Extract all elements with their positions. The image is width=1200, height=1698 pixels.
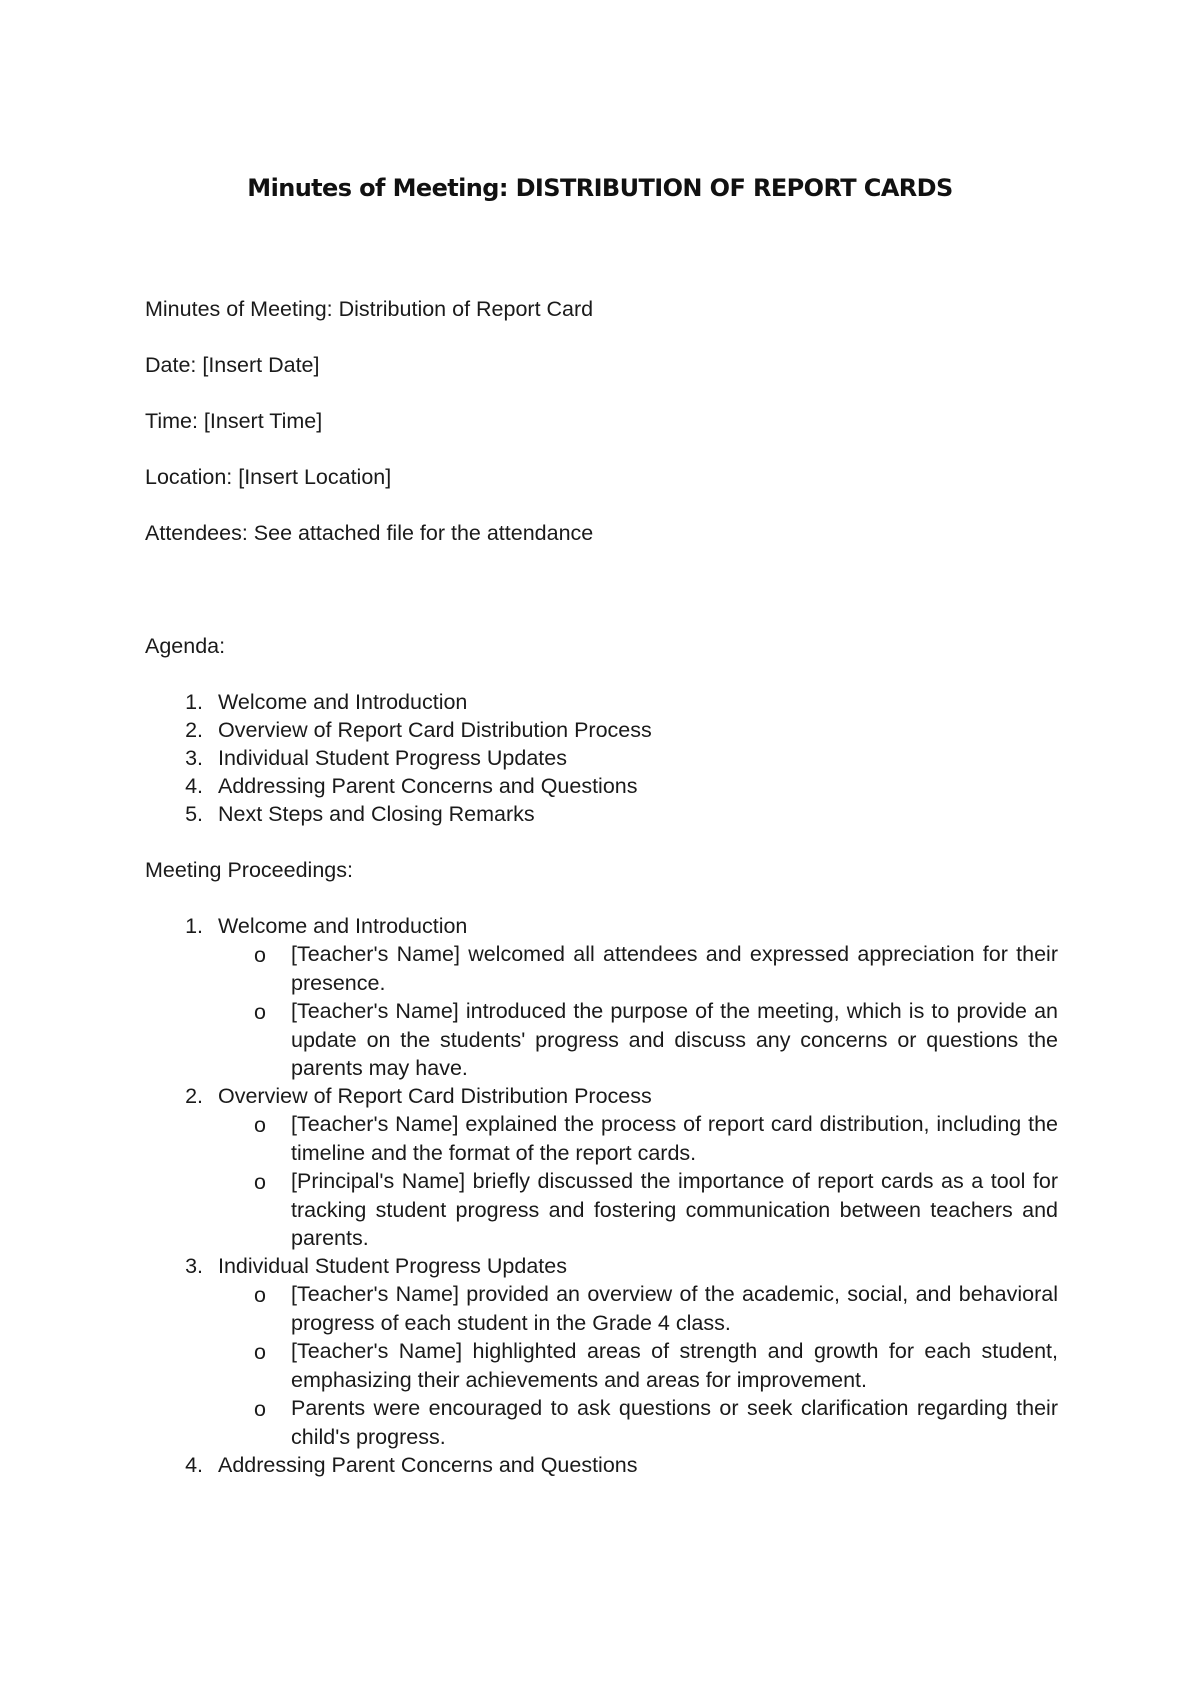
meeting-location: Location: [Insert Location] (145, 465, 392, 489)
agenda-item: Individual Student Progress Updates (218, 746, 567, 770)
proceeding-point: [Teacher's Name] introduced the purpose of the meeting, which is to provide an update on the students' progress and discuss any concerns or questions the parents may have. (291, 999, 1058, 1080)
meeting-attendees: Attendees: See attached file for the attendance (145, 521, 594, 545)
proceeding-number: 1. (185, 914, 203, 938)
proceeding-title: Addressing Parent Concerns and Questions (218, 1453, 638, 1477)
proceeding-title: Overview of Report Card Distribution Process (218, 1084, 652, 1108)
agenda-item: Next Steps and Closing Remarks (218, 802, 535, 826)
proceeding-point: [Principal's Name] briefly discussed the importance of report cards as a tool for tracking student progress and fostering communication between teachers and parents. (291, 1169, 1058, 1250)
proceeding-title: Individual Student Progress Updates (218, 1254, 567, 1278)
proceeding-number: 2. (185, 1084, 203, 1108)
agenda-item: Welcome and Introduction (218, 690, 468, 714)
proceeding-point: [Teacher's Name] explained the process of report card distribution, including the timeline and the format of the report cards. (291, 1112, 1058, 1165)
agenda-number: 2. (185, 718, 203, 742)
agenda-item: Overview of Report Card Distribution Process (218, 718, 652, 742)
agenda-item: Addressing Parent Concerns and Questions (218, 774, 638, 798)
bullet-marker: o (254, 1283, 266, 1307)
bullet-marker: o (254, 1000, 266, 1024)
proceeding-point: Parents were encouraged to ask questions or seek clarification regarding their child's progress. (291, 1396, 1058, 1449)
agenda-number: 4. (185, 774, 203, 798)
bullet-marker: o (254, 1170, 266, 1194)
meeting-time: Time: [Insert Time] (145, 409, 323, 433)
agenda-number: 3. (185, 746, 203, 770)
proceeding-point: [Teacher's Name] provided an overview of the academic, social, and behavioral progress of each student in the Grade 4 class. (291, 1282, 1058, 1335)
agenda-number: 5. (185, 802, 203, 826)
proceeding-title: Welcome and Introduction (218, 914, 468, 938)
document-title: Minutes of Meeting: DISTRIBUTION OF REPORT CARDS (247, 174, 953, 202)
bullet-marker: o (254, 1113, 266, 1137)
bullet-marker: o (254, 1397, 266, 1421)
meeting-subject: Minutes of Meeting: Distribution of Report Card (145, 297, 594, 321)
proceedings-heading: Meeting Proceedings: (145, 858, 353, 882)
proceeding-point: [Teacher's Name] welcomed all attendees and expressed appreciation for their presence. (291, 942, 1058, 995)
proceeding-number: 3. (185, 1254, 203, 1278)
bullet-marker: o (254, 943, 266, 967)
bullet-marker: o (254, 1340, 266, 1364)
proceeding-point: [Teacher's Name] highlighted areas of strength and growth for each student, emphasizing their achievements and areas for improvement. (291, 1339, 1058, 1392)
agenda-number: 1. (185, 690, 203, 714)
meeting-date: Date: [Insert Date] (145, 353, 320, 377)
agenda-heading: Agenda: (145, 634, 226, 658)
proceeding-number: 4. (185, 1453, 203, 1477)
